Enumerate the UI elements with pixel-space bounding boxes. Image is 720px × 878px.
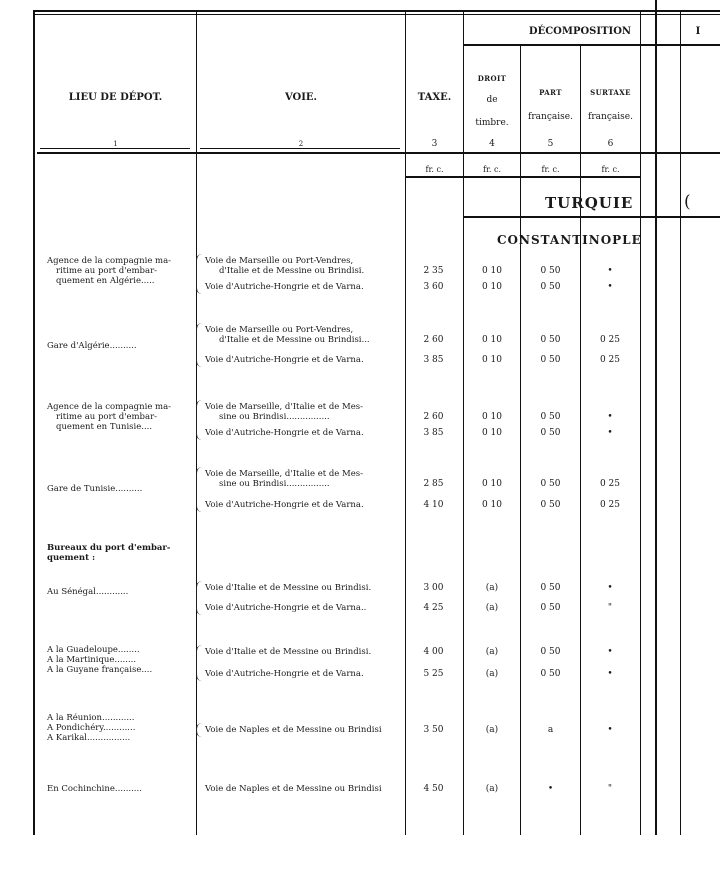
- part-value: 0 50: [540, 647, 561, 657]
- lieu-line: A la Réunion............: [47, 713, 135, 723]
- taxe-value: 2 60: [423, 335, 444, 345]
- voie-line: d'Italie et de Messine ou Brindisi...: [219, 335, 370, 345]
- droit-value: 0 10: [481, 335, 503, 345]
- voie-line: Voie de Marseille, d'Italie et de Mes-: [205, 469, 363, 479]
- surtaxe-value: •: [607, 647, 613, 657]
- taxe-value: 4 00: [423, 647, 444, 657]
- lieu-line: A Karikal................: [47, 733, 131, 743]
- voie-line: Voie d'Autriche-Hongrie et de Varna.: [205, 500, 364, 510]
- lieu-line: Gare d'Algérie..........: [47, 341, 137, 351]
- part-value: 0 50: [540, 355, 561, 365]
- taxe-value: 4 10: [423, 500, 444, 510]
- surtaxe-value: •: [607, 583, 613, 593]
- part-value: 0 50: [540, 282, 561, 292]
- col-header-lieu: LIEU DE DÉPOT.: [68, 92, 163, 103]
- taxe-value: 3 85: [423, 428, 444, 438]
- section-title-truncated: (: [684, 192, 692, 212]
- droit-value: (a): [485, 669, 499, 679]
- part-value: 0 50: [540, 583, 561, 593]
- brace-separator: [196, 723, 203, 737]
- brace-separator: [196, 645, 203, 681]
- col-num-4: 4: [489, 139, 495, 149]
- col-header-taxe: TAXE.: [417, 92, 452, 103]
- part-value: 0 50: [540, 412, 561, 422]
- col-num-3: 3: [431, 139, 438, 149]
- part-value: 0 50: [540, 335, 561, 345]
- decomposition-header: DÉCOMPOSITION: [528, 26, 632, 37]
- part-value: 0 50: [540, 500, 561, 510]
- lieu-line: A la Guadeloupe........: [47, 645, 140, 655]
- taxe-value: 3 60: [423, 282, 444, 292]
- voie-line: Voie de Naples et de Messine ou Brindisi: [205, 784, 382, 794]
- taxe-value: 4 50: [423, 784, 444, 794]
- lieu-line: Agence de la compagnie ma-: [47, 402, 172, 412]
- surtaxe-value: 0 25: [599, 355, 621, 365]
- taxe-value: 5 25: [423, 669, 444, 679]
- droit-value: (a): [485, 725, 499, 735]
- lieu-line: En Cochinchine..........: [47, 784, 142, 794]
- taxe-value: 3 00: [423, 583, 444, 593]
- taxe-value: 3 85: [423, 355, 444, 365]
- lieu-line: ritime au port d'embar-: [56, 266, 158, 276]
- taxe-value: 3 50: [423, 725, 444, 735]
- lieu-line: Agence de la compagnie ma-: [47, 256, 172, 266]
- part-value: 0 50: [540, 603, 561, 613]
- voie-line: Voie d'Autriche-Hongrie et de Varna..: [205, 603, 367, 613]
- surtaxe-value: 0 25: [599, 500, 621, 510]
- lieu-line: A la Guyane française....: [47, 665, 153, 675]
- section-title: TURQUIE: [545, 194, 634, 212]
- taxe-value: 4 25: [423, 603, 444, 613]
- taxe-value: 2 60: [423, 412, 444, 422]
- brace-separator: [196, 254, 203, 294]
- surtaxe-value: •: [607, 428, 613, 438]
- surtaxe-value: ": [607, 603, 613, 613]
- droit-value: 0 10: [481, 428, 503, 438]
- lieu-line: Au Sénégal............: [47, 587, 129, 597]
- surtaxe-value: •: [607, 266, 613, 276]
- voie-line: Voie d'Italie et de Messine ou Brindisi.: [205, 583, 372, 593]
- brace-separator: [196, 323, 203, 367]
- voie-line: Voie d'Autriche-Hongrie et de Varna.: [205, 428, 364, 438]
- droit-value: 0 10: [481, 355, 503, 365]
- droit-value: 0 10: [481, 266, 503, 276]
- lieu-line: Gare de Tunisie..........: [47, 484, 143, 494]
- voie-line: Voie d'Autriche-Hongrie et de Varna.: [205, 355, 364, 365]
- part-value: 0 50: [540, 669, 561, 679]
- surtaxe-value: 0 25: [599, 335, 621, 345]
- lieu-line: quement :: [47, 553, 96, 563]
- voie-line: Voie de Marseille ou Port-Vendres,: [205, 256, 354, 266]
- voie-line: Voie d'Autriche-Hongrie et de Varna.: [205, 282, 364, 292]
- droit-value: (a): [485, 603, 499, 613]
- droit-value: 0 10: [481, 479, 503, 489]
- col-num-1: 1: [113, 140, 118, 148]
- col-num-5: 5: [547, 139, 554, 149]
- brace-separator: [196, 467, 203, 512]
- part-value: a: [547, 725, 554, 735]
- droit-value: (a): [485, 647, 499, 657]
- voie-line: Voie d'Italie et de Messine ou Brindisi.: [205, 647, 372, 657]
- voie-line: Voie de Naples et de Messine ou Brindisi: [205, 725, 382, 735]
- part-value: 0 50: [540, 428, 561, 438]
- unit-droit: fr. c.: [482, 165, 501, 174]
- surtaxe-value: •: [607, 725, 613, 735]
- lieu-line: quement en Algérie.....: [56, 276, 155, 286]
- droit-value: (a): [485, 784, 499, 794]
- part-value: 0 50: [540, 479, 561, 489]
- lieu-line: Bureaux du port d'embar-: [47, 543, 171, 553]
- droit-value: 0 10: [481, 282, 503, 292]
- part-value: •: [547, 784, 554, 794]
- droit-value: (a): [485, 583, 499, 593]
- voie-line: sine ou Brindisi................: [219, 479, 330, 489]
- lieu-line: ritime au port d'embar-: [56, 412, 158, 422]
- surtaxe-value: •: [607, 669, 613, 679]
- truncated-header-letter: I: [695, 26, 701, 37]
- section-subtitle: CONSTANTINOPLE: [497, 233, 642, 247]
- col-header-voie: VOIE.: [284, 92, 318, 103]
- unit-taxe: fr. c.: [425, 165, 444, 174]
- surtaxe-value: •: [607, 282, 613, 292]
- surtaxe-value: 0 25: [599, 479, 621, 489]
- voie-line: Voie d'Autriche-Hongrie et de Varna.: [205, 669, 364, 679]
- voie-line: Voie de Marseille ou Port-Vendres,: [205, 325, 354, 335]
- taxe-value: 2 35: [423, 266, 444, 276]
- part-value: 0 50: [540, 266, 561, 276]
- unit-part: fr. c.: [541, 165, 560, 174]
- voie-line: Voie de Marseille, d'Italie et de Mes-: [205, 402, 363, 412]
- surtaxe-value: ": [607, 784, 613, 794]
- droit-value: 0 10: [481, 412, 503, 422]
- lieu-line: quement en Tunisie....: [56, 422, 153, 432]
- voie-line: d'Italie et de Messine ou Brindisi.: [219, 266, 365, 276]
- brace-separator: [196, 581, 203, 615]
- droit-value: 0 10: [481, 500, 503, 510]
- voie-line: sine ou Brindisi................: [219, 412, 330, 422]
- surtaxe-value: •: [607, 412, 613, 422]
- unit-surtaxe: fr. c.: [601, 165, 620, 174]
- col-num-6: 6: [607, 139, 614, 149]
- lieu-line: A la Martinique........: [47, 655, 137, 665]
- brace-separator: [196, 400, 203, 440]
- lieu-line: A Pondichéry............: [47, 723, 136, 733]
- taxe-value: 2 85: [423, 479, 444, 489]
- col-num-2: 2: [298, 140, 304, 148]
